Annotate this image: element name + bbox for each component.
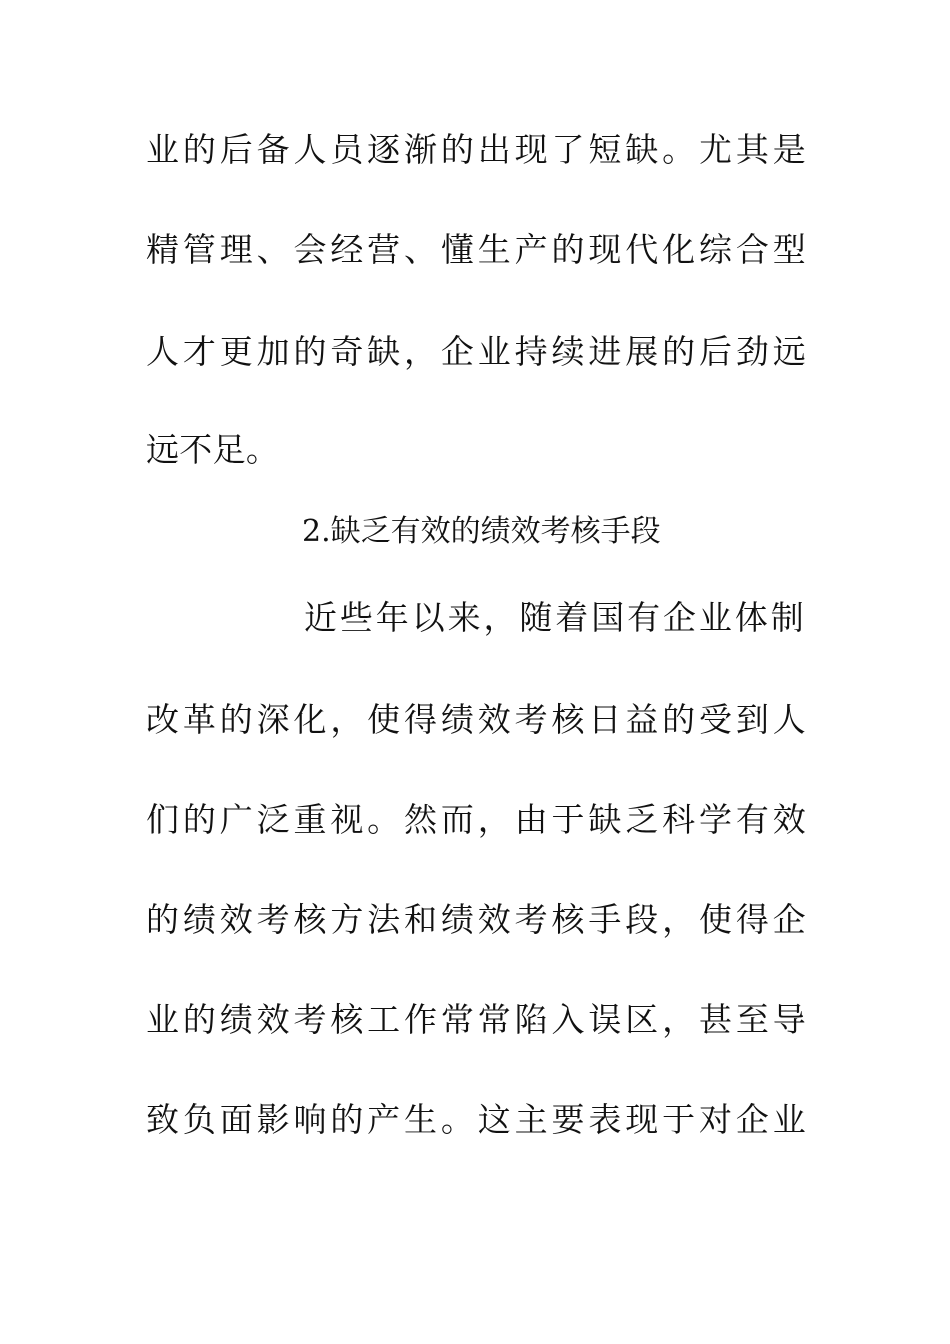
paragraph-line: 人才更加的奇缺，企业持续进展的后劲远 bbox=[146, 332, 806, 371]
paragraph-line: 精管理、会经营、懂生产的现代化综合型 bbox=[146, 230, 806, 269]
paragraph-line: 改革的深化，使得绩效考核日益的受到人 bbox=[146, 700, 806, 739]
paragraph-line: 业的后备人员逐渐的出现了短缺。尤其是 bbox=[146, 130, 806, 169]
paragraph-line: 的绩效考核方法和绩效考核手段，使得企 bbox=[146, 900, 806, 939]
paragraph-line-last: 远不足。 bbox=[146, 430, 280, 469]
paragraph-line-indented: 近些年以来，随着国有企业体制 bbox=[304, 598, 804, 637]
paragraph-line: 致负面影响的产生。这主要表现于对企业 bbox=[146, 1100, 806, 1139]
paragraph-line: 业的绩效考核工作常常陷入误区，甚至导 bbox=[146, 1000, 806, 1039]
paragraph-line: 们的广泛重视。然而，由于缺乏科学有效 bbox=[146, 800, 806, 839]
section-heading: 2.缺乏有效的绩效考核手段 bbox=[302, 514, 661, 549]
